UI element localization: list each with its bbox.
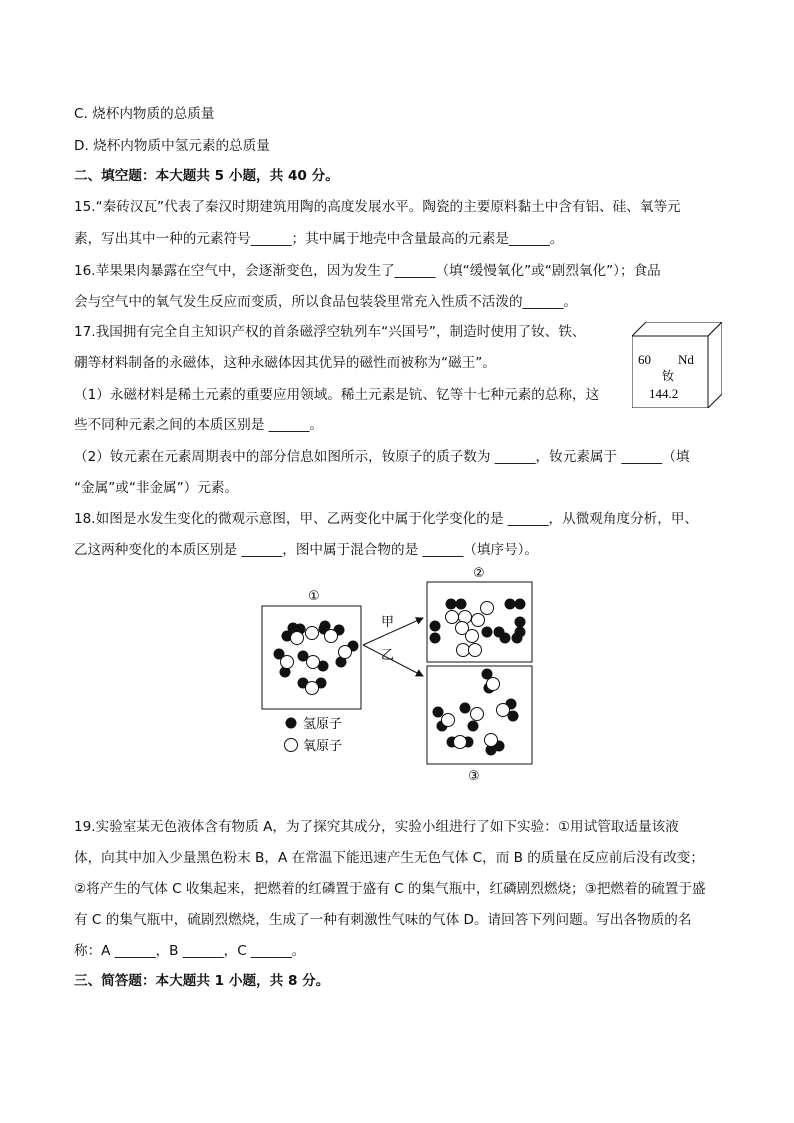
- hydrogen-atom: [468, 721, 479, 732]
- legend-o-text: 氧原子: [303, 739, 343, 754]
- text-line: 有 C 的集气瓶中，硫剧烈燃烧，生成了一种有刺激性气味的气体 D。请回答下列问题。写出各物质的名: [74, 912, 692, 928]
- oxygen-atom: [291, 632, 304, 645]
- hydrogen-atom: [433, 707, 444, 718]
- text-line: 乙这两种变化的本质区别是 ______，图中属于混合物的是 ______（填序号）。: [74, 542, 539, 558]
- diagram-svg: [255, 560, 545, 785]
- oxygen-atom: [454, 736, 467, 749]
- element-name: 钕: [662, 369, 675, 383]
- text-line: D. 烧杯内物质中氢元素的总质量: [74, 138, 270, 154]
- atomic-mass: 144.2: [649, 386, 679, 401]
- text-line: 称：A ______，B ______，C ______。: [74, 943, 306, 959]
- hydrogen-atom: [515, 617, 526, 628]
- text-line: ②将产生的气体 C 收集起来，把燃着的红磷置于盛有 C 的集气瓶中，红磷剧烈燃烧；③把燃着的硫置于盛: [74, 881, 706, 897]
- hydrogen-atom: [515, 627, 526, 638]
- oxygen-atom: [472, 614, 485, 627]
- section-heading: 三、简答题：本大题共 1 小题，共 8 分。: [74, 973, 330, 989]
- legend-h-dot: [286, 718, 297, 729]
- text-line: 15.“秦砖汉瓦”代表了秦汉时期建筑用陶的高度发展水平。陶瓷的主要原料黏土中含有铝、硅、氧等元: [74, 199, 681, 215]
- text-line: 素，写出其中一种的元素符号______；其中属于地壳中含量最高的元素是______。: [74, 231, 564, 247]
- element-card: [632, 322, 722, 408]
- text-line: 些不同种元素之间的本质区别是 ______。: [74, 417, 324, 433]
- hydrogen-atom: [500, 633, 511, 644]
- oxygen-atom: [446, 611, 459, 624]
- arrow-yi-label: 乙: [381, 648, 395, 663]
- text-line: 体，向其中加入少量黑色粉末 B，A 在常温下能迅速产生无色气体 C，而 B 的质量在反应前后没有改变；: [74, 850, 704, 866]
- hydrogen-atom: [446, 599, 457, 610]
- hydrogen-atom: [505, 599, 516, 610]
- text-line: 17.我国拥有完全自主知识产权的首条磁浮空轨列车“兴国号”，制造时使用了钕、铁、: [74, 324, 586, 340]
- hydrogen-atom: [430, 621, 441, 632]
- box-3-label: ③: [468, 769, 480, 784]
- text-line: 硼等材料制备的永磁体，这种永磁体因其优异的磁性而被称为“磁王”。: [74, 355, 496, 371]
- arrow-jia-label: 甲: [381, 615, 395, 630]
- legend-o-dot: [285, 739, 298, 752]
- text-line: （1）永磁材料是稀土元素的重要应用领域。稀土元素是钪、钇等十七种元素的总称，这: [74, 387, 600, 403]
- text-line: 18.如图是水发生变化的微观示意图，甲、乙两变化中属于化学变化的是 ______，从微观角度分析，甲、: [74, 511, 699, 527]
- hydrogen-atom: [456, 599, 467, 610]
- oxygen-atom: [485, 734, 498, 747]
- oxygen-atom: [339, 646, 352, 659]
- atomic-number: 60: [638, 352, 651, 367]
- text-line: “金属”或“非金属”）元素。: [74, 480, 239, 496]
- text-line: C. 烧杯内物质的总质量: [74, 106, 215, 122]
- text-line: 19.实验室某无色液体含有物质 A，为了探究其成分，实验小组进行了如下实验：①用试管取适量该液: [74, 819, 679, 835]
- box-1-label: ①: [308, 589, 320, 604]
- oxygen-atom: [497, 704, 510, 717]
- box-2-label: ②: [473, 566, 485, 581]
- hydrogen-atom: [460, 703, 471, 714]
- oxygen-atom: [307, 656, 320, 669]
- section-heading: 二、填空题：本大题共 5 小题，共 40 分。: [74, 168, 339, 184]
- oxygen-atom: [469, 644, 482, 657]
- hydrogen-atom: [430, 633, 441, 644]
- oxygen-atom: [306, 682, 319, 695]
- hydrogen-atom: [515, 599, 526, 610]
- oxygen-atom: [471, 708, 484, 721]
- oxygen-atom: [481, 602, 494, 615]
- oxygen-atom: [487, 678, 500, 691]
- oxygen-atom: [466, 630, 479, 643]
- water-change-diagram: [255, 560, 545, 785]
- hydrogen-atom: [482, 627, 493, 638]
- text-line: 会与空气中的氧气发生反应而变质，所以食品包装袋里常充入性质不活泼的______。: [74, 294, 577, 310]
- oxygen-atom: [306, 627, 319, 640]
- oxygen-atom: [325, 630, 338, 643]
- element-symbol: Nd: [678, 352, 694, 367]
- text-line: （2）钕元素在元素周期表中的部分信息如图所示，钕原子的质子数为 ______，钕元素属于 ______（填: [74, 449, 690, 465]
- oxygen-atom: [457, 644, 470, 657]
- legend-h-text: 氢原子: [303, 717, 343, 732]
- text-line: 16.苹果果肉暴露在空气中，会逐渐变色，因为发生了______（填“缓慢氧化”或“剧烈氧化”）；食品: [74, 263, 661, 279]
- element-card-cube: [632, 322, 722, 408]
- oxygen-atom: [281, 656, 294, 669]
- oxygen-atom: [442, 714, 455, 727]
